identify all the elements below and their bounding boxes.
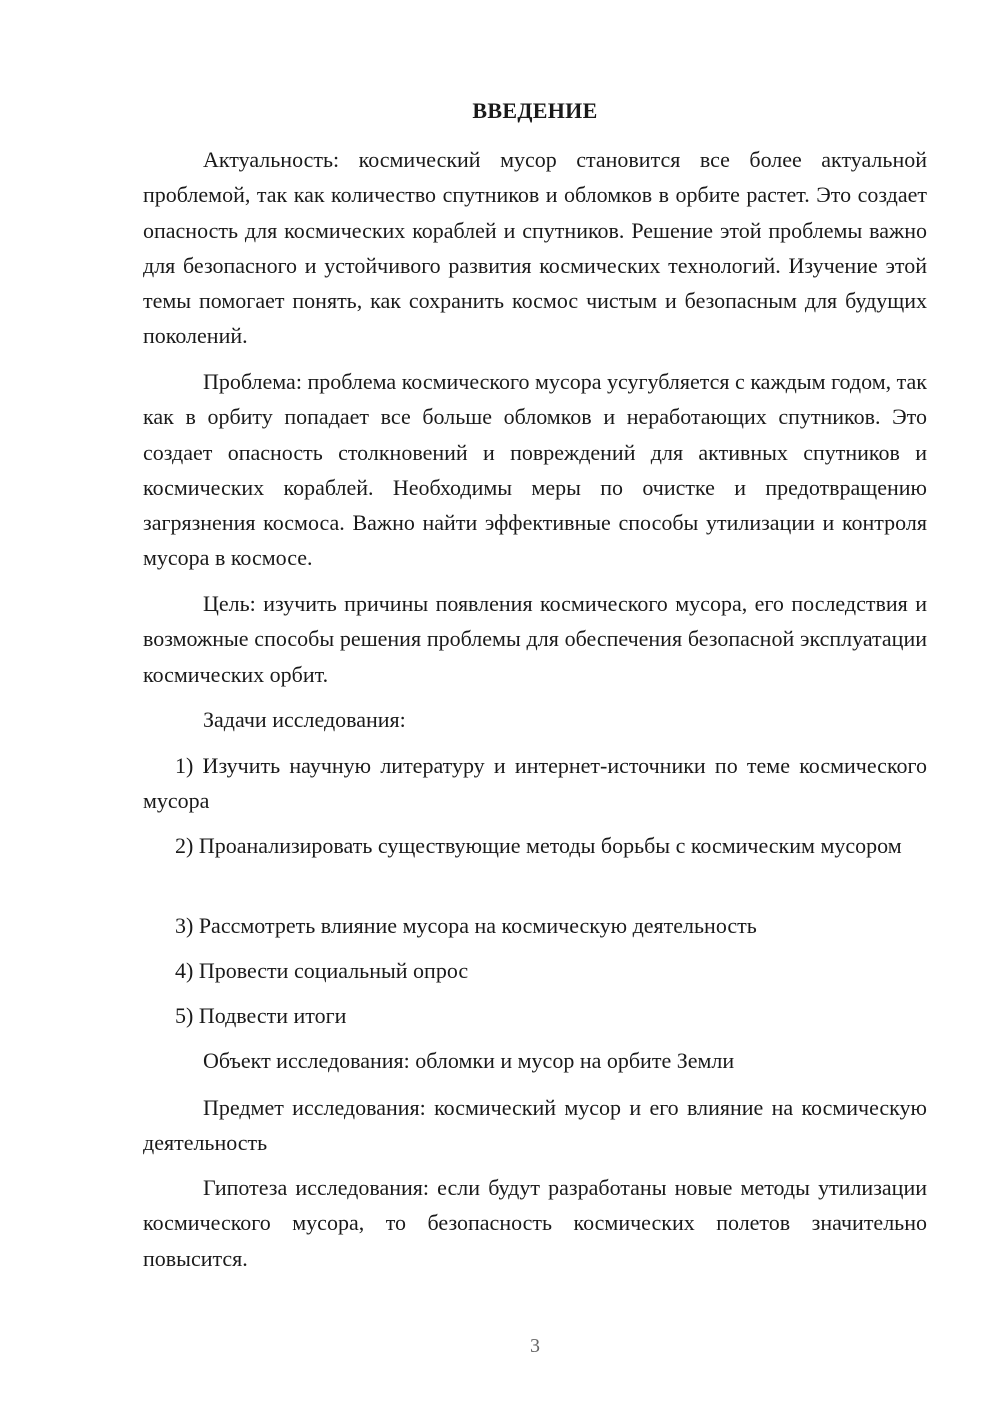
document-page [143,0,927,1414]
problem-paragraph: Проблема: проблема космического мусора усугубляется с каждым годом, так как в орбиту попадает все больше обломков и неработающих спутников. Это создает опасность столкновений и повреждений для активных спутников и космических кораблей. Необходимы меры по очистке и предотвращению загрязнения космоса. Важно найти эффективные способы утилизации и контроля мусора в космосе. [143,369,927,571]
task-item-1: 1) Изучить научную литературу и интернет-источники по теме космического мусора [143,753,927,814]
research-subject-paragraph: Предмет исследования: космический мусор и его влияние на космическую деятельность [143,1095,927,1156]
task-item-2: 2) Проанализировать существующие методы борьбы с космическим мусором [175,833,902,858]
hypothesis-paragraph: Гипотеза исследования: если будут разработаны новые методы утилизации космического мусора, то безопасность космических полетов значительно повысится. [143,1175,927,1271]
relevance-paragraph: Актуальность: космический мусор становится все более актуальной проблемой, так как количество спутников и обломков в орбите растет. Это создает опасность для космических кораблей и спутников. Решение этой проблемы важно для безопасного и устойчивого развития космических технологий. Изучение этой темы помогает понять, как сохранить космос чистым и безопасным для будущих поколений. [143,147,927,349]
goal-paragraph: Цель: изучить причины появления космического мусора, его последствия и возможные способы решения проблемы для обеспечения безопасной эксплуатации космических орбит. [143,591,927,687]
task-item-5: 5) Подвести итоги [175,1003,347,1028]
task-item-4: 4) Провести социальный опрос [175,958,469,983]
page-number: 3 [530,1335,540,1357]
research-object-paragraph: Объект исследования: обломки и мусор на орбите Земли [203,1048,735,1073]
task-item-3: 3) Рассмотреть влияние мусора на космическую деятельность [175,913,757,938]
section-heading: ВВЕДЕНИЕ [472,98,598,123]
tasks-title: Задачи исследования: [203,707,406,732]
